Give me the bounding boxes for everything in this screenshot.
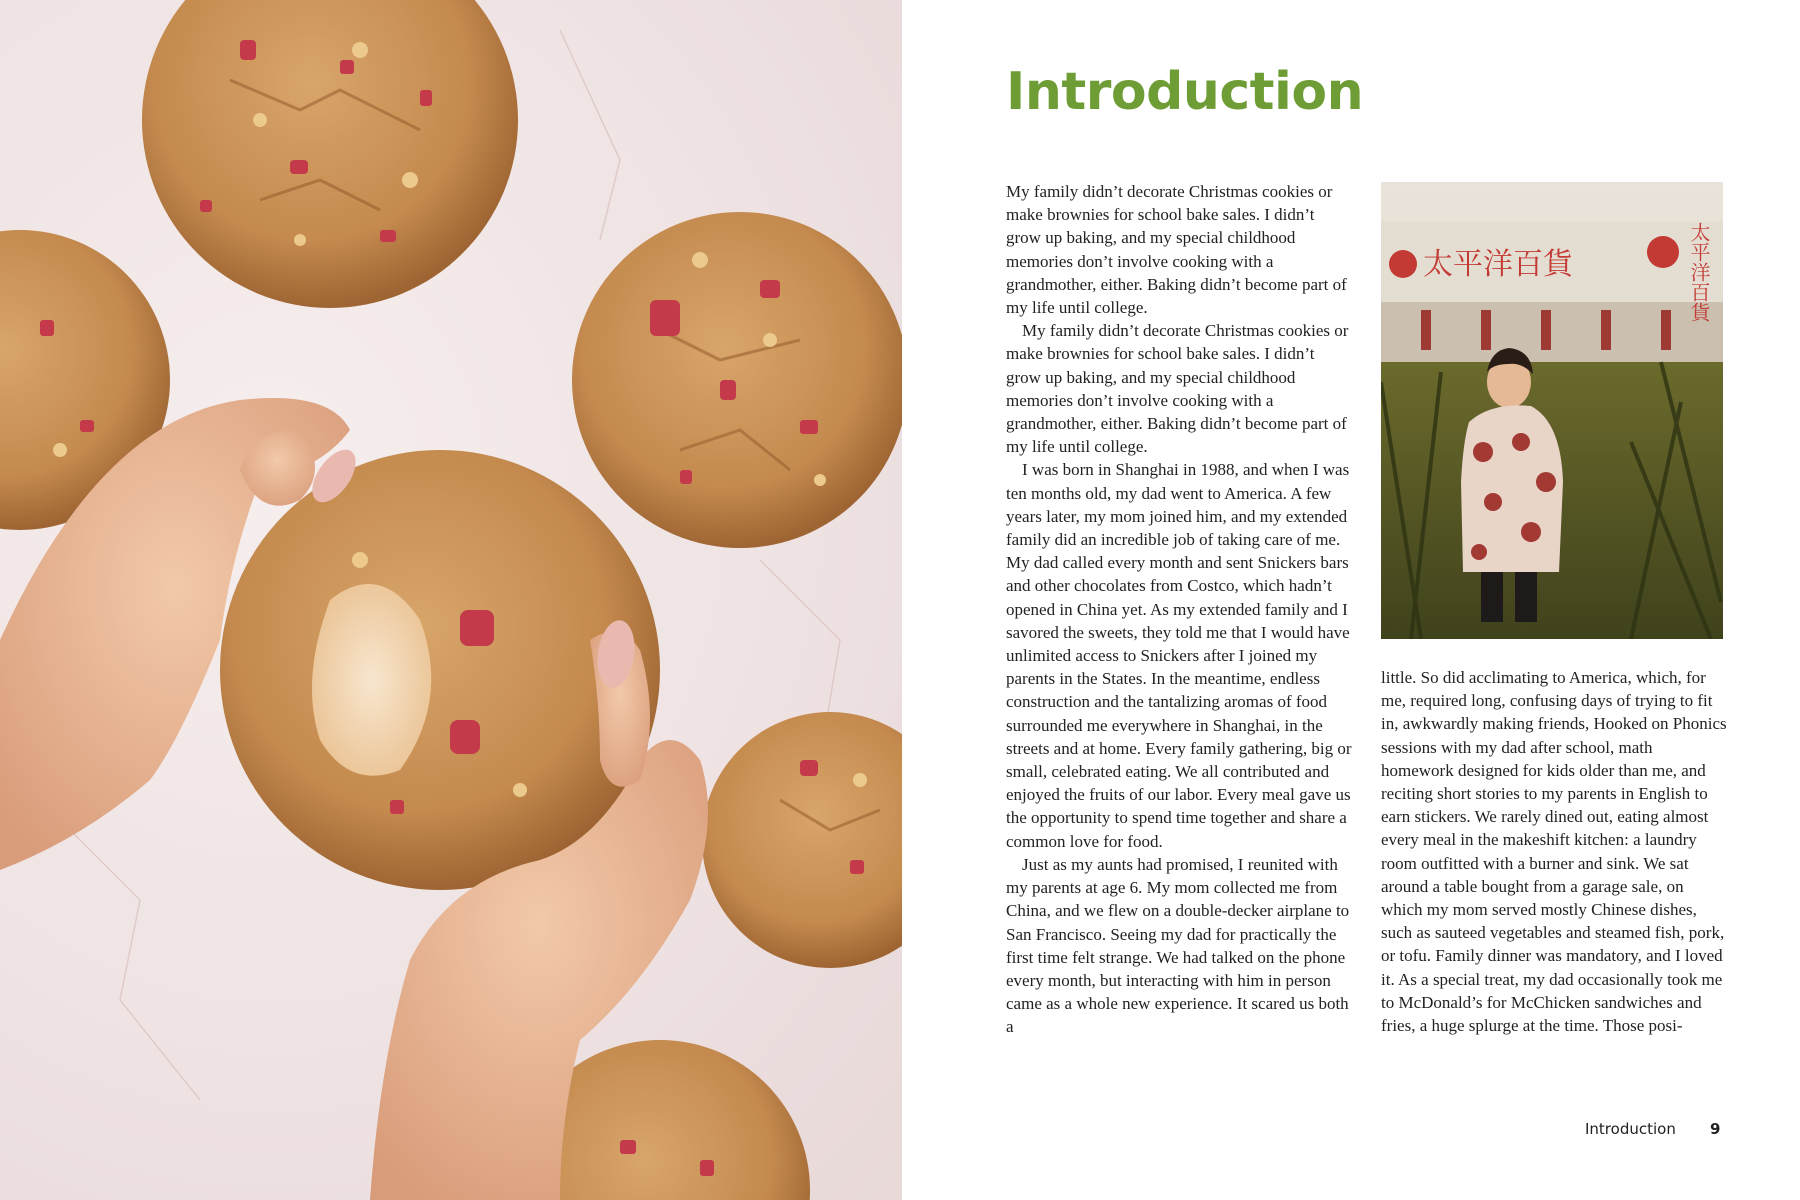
childhood-photo — [1381, 182, 1723, 639]
running-footer: Introduction — [1585, 1120, 1676, 1138]
paragraph-3: I was born in Shanghai in 1988, and when I was ten months old, my dad went to America. A few years later, my mom joined him, and my extended family did an incredible job of taking care of me. My dad called every month and sent Snickers bars and other chocolates from Costco, which hadn’t opened in China yet. As my extended family and I savored the sweets, they told me that I would have unlimited access to Snickers after I joined my parents in the States. In the meantime, endless construction and the tantalizing aromas of food surrounded me everywhere in Shanghai, in the streets and at home. Every family gathering, big or small, celebrated eating. We all contributed and enjoyed the fruits of our labor. Every meal gave us the opportunity to spend time together and share a common love for food. — [1006, 460, 1352, 851]
paragraph-2: My family didn’t decorate Christmas cookies or make brownies for school bake sales. I didn’t grow up baking, and my special childhood memories don’t involve cooking with a grandmother, either. Baking didn’t become part of my life until college. — [1006, 321, 1349, 457]
paragraph-4: Just as my aunts had promised, I reunited with my parents at age 6. My mom collected me from China, and we flew on a double-decker airplane to San Francisco. Seeing my dad for practically the first time felt strange. We had talked on the phone every month, but interacting with him in person came as a whole new experience. It scared us both a — [1006, 854, 1350, 1037]
page-title: Introduction — [1006, 62, 1364, 122]
paragraph-5: little. So did acclimating to America, which, for me, required long, confusing days of trying to fit in, awkwardly making friends, Hooked on Phonics sessions with my dad after school, math homework designed for kids older than me, and reciting short stories to my parents in English to earn stickers. We rarely dined out, eating almost every meal in the makeshift kitchen: a laundry room outfitted with a burner and sink. We sat around a table bought from a garage sale, on which my mom served mostly Chinese dishes, such as sauteed vegetables and steamed fish, pork, or tofu. Family dinner was mandatory, and I loved it. As a special treat, my dad occasionally took me to McDonald’s for McChicken sandwiches and fries, a huge splurge at the time. Those posi- — [1381, 668, 1727, 1036]
text-column-right — [1381, 666, 1727, 1037]
sign-text: 太平洋百貨 — [1423, 247, 1573, 282]
paragraph-1: My family didn’t decorate Christmas cookies or make brownies for school bake sales. I didn’t grow up baking, and my special childhood memories don’t involve cooking with a grandmother, either. Baking didn’t become part of my life until college. — [1006, 182, 1347, 318]
text-page — [902, 0, 1800, 1200]
page-number: 9 — [1710, 1120, 1721, 1138]
text-column-left — [1006, 180, 1352, 1039]
side-sign-text: 太平洋百貨 — [1687, 222, 1711, 322]
childhood-photo-illustration — [1381, 182, 1723, 639]
